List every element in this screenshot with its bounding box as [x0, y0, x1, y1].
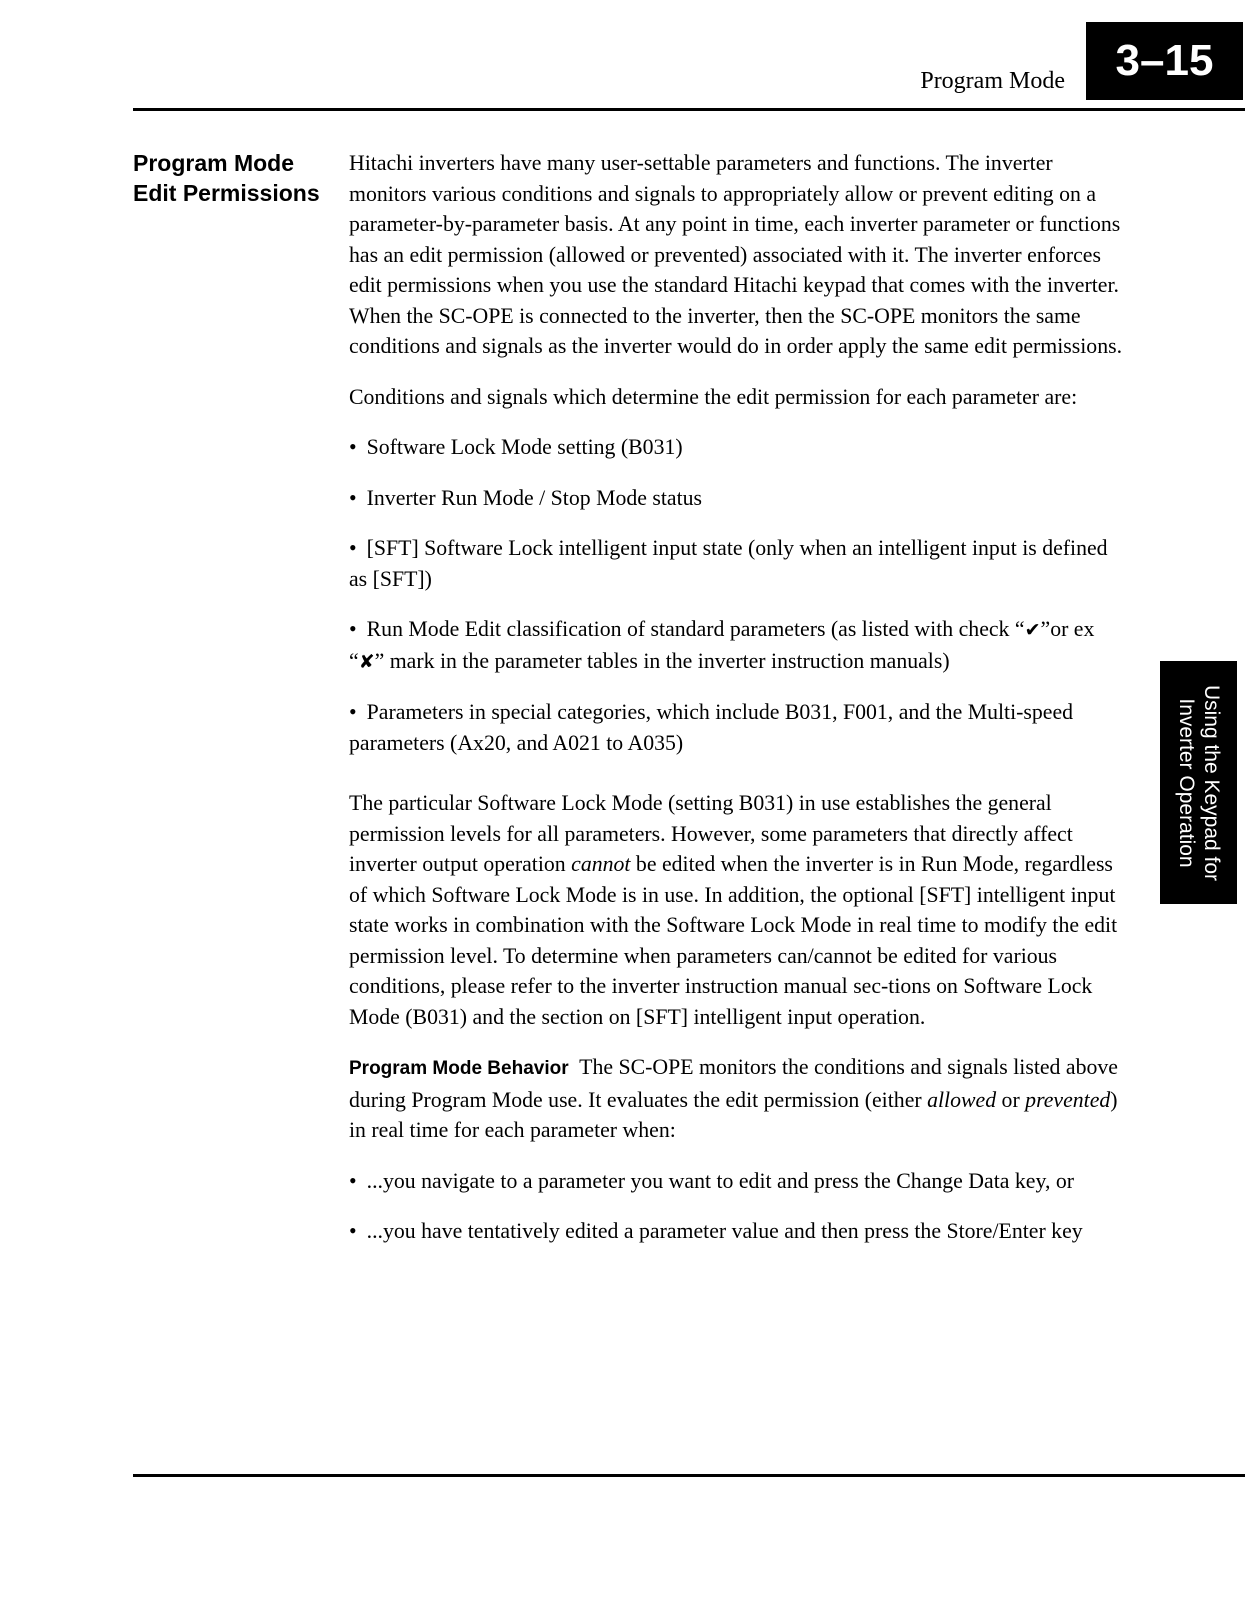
bullet-marker: • — [349, 700, 357, 724]
chapter-side-tab — [1160, 661, 1237, 904]
when-bullet-2 — [349, 1216, 1129, 1247]
paragraph-text-part-2: be edited when the inverter is in Run Mode, regardless of which Software Lock Mode is in use. In addition, the optional [SFT] intelligent input state works in combination with the Software Lock Mode in real time to modify the edit permission level. To determine when parameters can/cannot be edited for various conditions, please refer to the inverter instruction manual sec-tions on Software Lock Mode (B031) and the section on [SFT] intelligent input operation. — [349, 852, 1118, 1029]
emphasis-cannot: cannot — [571, 852, 631, 876]
behavior-text-part-2: or — [996, 1087, 1026, 1112]
ex-mark-icon: ✘ — [358, 650, 375, 673]
condition-bullet-5 — [349, 697, 1129, 758]
header-rule — [133, 108, 1245, 111]
emphasis-allowed: allowed — [927, 1087, 997, 1112]
behavior-paragraph — [349, 1052, 1129, 1146]
software-lock-paragraph — [349, 788, 1129, 1032]
paragraph-text-part-1: The particular Software Lock Mode (setting B031) in use establishes the general permission levels for all parameters. However, some parameters that directly affect inverter output operation — [349, 791, 1073, 876]
bullet-text: ...you navigate to a parameter you want to edit and press the Change Data key, or — [366, 1168, 1074, 1193]
behavior-lead-in: Program Mode Behavior — [349, 1058, 569, 1079]
bullet-text-part-3: ” mark in the parameter tables in the inverter instruction manuals) — [374, 648, 950, 673]
side-tab-label — [1174, 673, 1224, 893]
bullet-marker: • — [349, 1168, 357, 1193]
behavior-text-part-1: The SC-OPE monitors the conditions and signals listed above during Program Mode use. It evaluates the edit permission (either — [349, 1055, 1118, 1112]
bullet-text: Software Lock Mode setting (B031) — [366, 435, 683, 459]
section-heading-line-2: Edit Permissions — [133, 180, 320, 206]
condition-bullet-4 — [349, 614, 1129, 677]
behavior-text-part-3: ) in real time for each parameter when: — [349, 1087, 1118, 1142]
condition-bullet-3 — [349, 533, 1129, 594]
bullet-text: Parameters in special categories, which include B031, F001, and the Multi-speed parameters (Ax20, and A021 to A035) — [349, 700, 1074, 755]
side-tab-line-1: Using the Keypad for — [1199, 684, 1223, 881]
running-header-title: Program Mode — [920, 68, 1065, 94]
check-mark-icon: ✔ — [1024, 619, 1041, 641]
emphasis-prevented: prevented — [1025, 1087, 1111, 1112]
condition-bullet-1 — [349, 432, 1129, 463]
side-tab-line-2: Inverter Operation — [1174, 697, 1198, 868]
footer-rule — [133, 1474, 1245, 1477]
bullet-marker: • — [349, 536, 357, 560]
bullet-marker: • — [349, 485, 357, 510]
bullet-marker: • — [349, 1219, 357, 1243]
section-heading-line-1: Program Mode — [133, 150, 295, 176]
bullet-text: Inverter Run Mode / Stop Mode status — [366, 485, 703, 510]
bullet-text-part-2: ”or ex “ — [349, 617, 1095, 673]
intro-paragraph: Hitachi inverters have many user-settable parameters and functions. The inverter monitors various conditions and signals to appropriately allow or prevent editing on a parameter-by-parameter basis. At any point in time, each inverter parameter or functions has an edit permission (allowed or prevented) associated with it. The inverter enforces edit permissions when you use the standard Hitachi keypad that comes with the inverter. When the SC-OPE is connected to the inverter, then the SC-OPE monitors the same conditions and signals as the inverter would do in order apply the same edit permissions. — [349, 151, 1123, 358]
bullet-text: [SFT] Software Lock intelligent input state (only when an intelligent input is defined as [SFT]) — [349, 536, 1108, 591]
section-heading — [133, 148, 348, 208]
bullet-marker: • — [349, 435, 357, 459]
conditions-lead: Conditions and signals which determine the edit permission for each parameter are: — [349, 384, 1078, 409]
bullet-marker: • — [349, 617, 357, 641]
when-bullet-1 — [349, 1166, 1129, 1197]
bullet-text: ...you have tentatively edited a parameter value and then press the Store/Enter key — [366, 1219, 1083, 1243]
page-number: 3–15 — [1086, 22, 1243, 100]
condition-bullet-2 — [349, 483, 1129, 514]
body-text — [349, 148, 1129, 1267]
bullet-text-part-1: Run Mode Edit classification of standard parameters (as listed with check “ — [366, 617, 1025, 641]
